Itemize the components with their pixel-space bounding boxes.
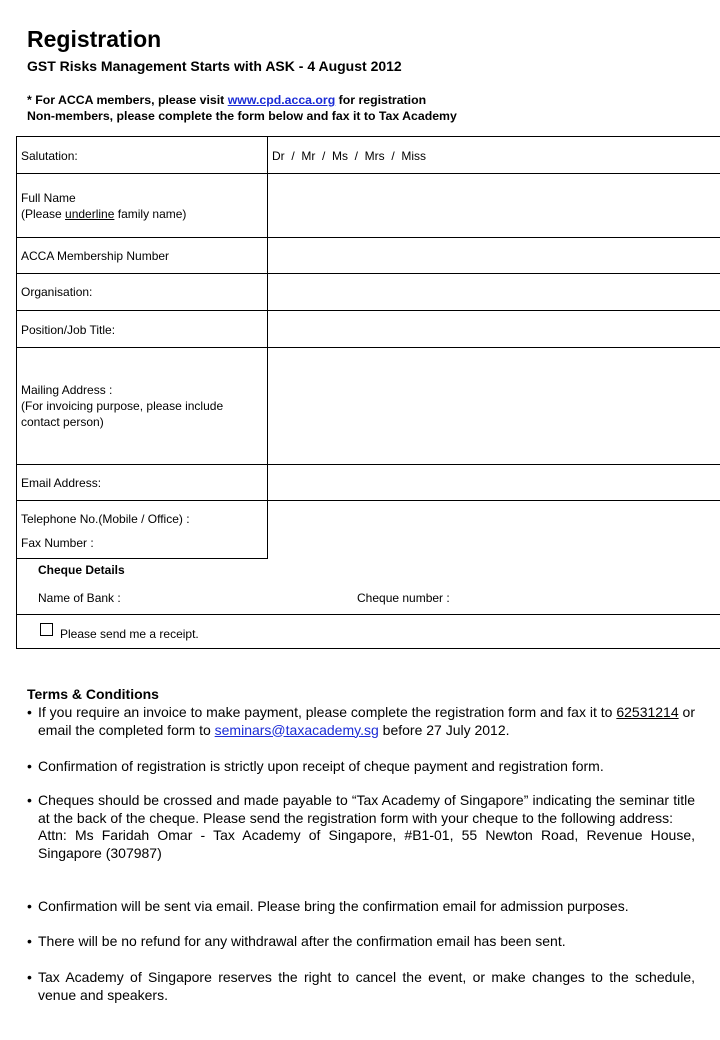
non-member-note: Non-members, please complete the form below and fax it to Tax Academy bbox=[27, 109, 457, 123]
mailing-address-label: Mailing Address : bbox=[21, 383, 113, 397]
acca-membership-label: ACCA Membership Number bbox=[21, 249, 170, 263]
hint-underlined: underline bbox=[65, 207, 115, 221]
table-border-left bbox=[16, 136, 17, 558]
salutation-options[interactable]: Dr / Mr / Ms / Mrs / Miss bbox=[272, 149, 426, 163]
email-field[interactable] bbox=[268, 465, 719, 499]
term-invoice bbox=[38, 704, 695, 739]
event-subtitle: GST Risks Management Starts with ASK - 4 August 2012 bbox=[27, 58, 402, 74]
organisation-field[interactable] bbox=[268, 274, 719, 309]
email-label: Email Address: bbox=[21, 476, 102, 490]
row-divider bbox=[16, 614, 720, 615]
list-item bbox=[27, 933, 695, 951]
mailing-address: Attn: Ms Faridah Omar - Tax Academy of Singapore, #B1-01, 55 Newton Road, Revenue House, Singapore (307987) bbox=[38, 827, 695, 861]
bullet-icon: • bbox=[27, 792, 32, 808]
term-cancellation: Tax Academy of Singapore reserves the right to cancel the event, or make changes to the schedule, venue and speakers. bbox=[38, 969, 695, 1003]
table-border-left-lower bbox=[16, 558, 17, 648]
row-divider-partial bbox=[16, 558, 268, 559]
bank-name-label: Name of Bank : bbox=[38, 591, 121, 605]
hint-suffix: family name) bbox=[114, 207, 187, 221]
term-text: or email the completed form to bbox=[38, 704, 695, 738]
receipt-checkbox[interactable] bbox=[40, 623, 53, 636]
list-item bbox=[27, 792, 695, 862]
list-item bbox=[27, 758, 695, 776]
seminar-email-link[interactable]: seminars@taxacademy.sg bbox=[214, 721, 379, 738]
term-email-confirmation: Confirmation will be sent via email. Please bring the confirmation email for admission purposes. bbox=[38, 898, 629, 914]
term-refund: There will be no refund for any withdrawal after the confirmation email has been sent. bbox=[38, 933, 566, 949]
bullet-icon: • bbox=[27, 898, 32, 914]
receipt-label: Please send me a receipt. bbox=[60, 627, 199, 641]
hint-prefix: (Please bbox=[21, 207, 66, 221]
mailing-address-hint-2: contact person) bbox=[21, 415, 104, 429]
bullet-icon: • bbox=[27, 969, 32, 985]
list-item bbox=[27, 969, 695, 1004]
term-text: Cheques should be crossed and made payable to “Tax Academy of Singapore” indicating the seminar title at the back of the cheque. Please send the registration form with your cheque to the following address: bbox=[38, 792, 695, 826]
mailing-address-field[interactable] bbox=[268, 348, 719, 463]
note-prefix: * For ACCA members, please visit bbox=[27, 93, 228, 107]
organisation-label: Organisation: bbox=[21, 285, 93, 299]
full-name-label: Full Name bbox=[21, 191, 76, 205]
fax-number: 62531214 bbox=[616, 704, 679, 720]
table-border-bottom bbox=[16, 648, 720, 649]
term-text: If you require an invoice to make payment, please complete the registration form and fax it to bbox=[38, 704, 617, 720]
full-name-field[interactable] bbox=[268, 174, 719, 236]
bullet-icon: • bbox=[27, 704, 32, 720]
list-item bbox=[27, 898, 695, 916]
cheque-number-label: Cheque number : bbox=[357, 591, 450, 605]
acca-membership-field[interactable] bbox=[268, 238, 719, 272]
table-border-top bbox=[16, 136, 720, 137]
bullet-icon: • bbox=[27, 933, 32, 949]
page-title: Registration bbox=[27, 26, 162, 52]
salutation-label: Salutation: bbox=[21, 149, 78, 163]
term-cheques bbox=[38, 792, 695, 862]
mailing-address-hint-1: (For invoicing purpose, please include bbox=[21, 399, 224, 413]
term-text: before 27 July 2012. bbox=[378, 721, 510, 738]
bullet-icon: • bbox=[27, 758, 32, 774]
position-field[interactable] bbox=[268, 311, 719, 346]
full-name-hint bbox=[21, 206, 186, 222]
term-confirmation: Confirmation of registration is strictly upon receipt of cheque payment and registration form. bbox=[38, 758, 604, 774]
cpd-link[interactable]: www.cpd.acca.org bbox=[227, 93, 336, 107]
position-label: Position/Job Title: bbox=[21, 323, 116, 337]
cheque-details-heading: Cheque Details bbox=[38, 563, 125, 577]
note-suffix: for registration bbox=[335, 93, 427, 107]
telephone-fax-field[interactable] bbox=[268, 501, 719, 557]
list-item bbox=[27, 704, 695, 739]
fax-label: Fax Number : bbox=[21, 536, 94, 550]
telephone-label: Telephone No.(Mobile / Office) : bbox=[21, 512, 190, 526]
acca-member-note bbox=[27, 93, 426, 107]
terms-heading: Terms & Conditions bbox=[27, 686, 159, 702]
